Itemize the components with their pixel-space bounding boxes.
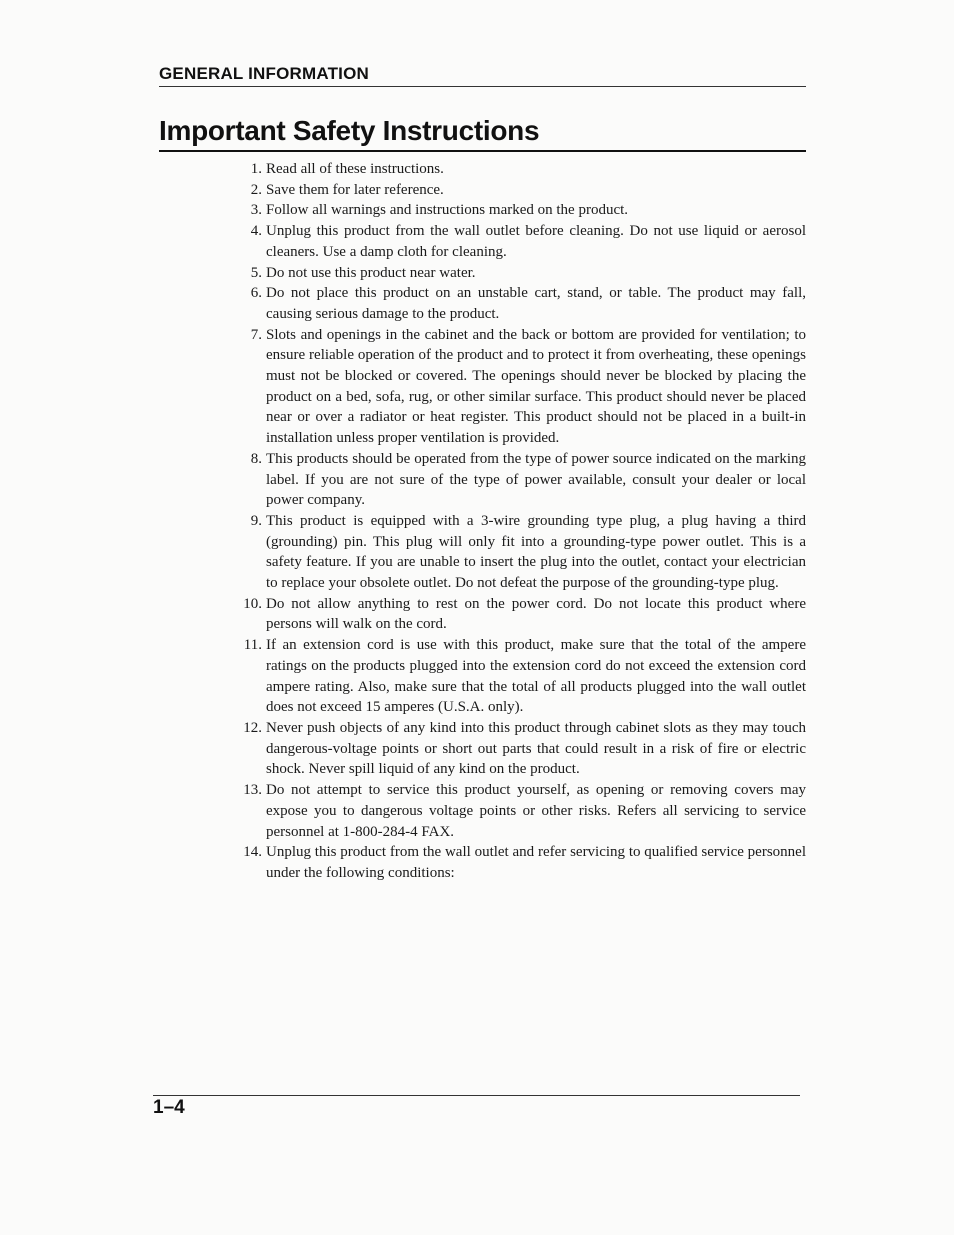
- item-text: Unplug this product from the wall outlet and refer servicing to qualified service personnel under the following conditions:: [266, 844, 806, 881]
- item-text: Do not place this product on an unstable cart, stand, or table. The product may fall, causing serious damage to the product.: [266, 285, 806, 322]
- item-number: 5.: [250, 264, 262, 281]
- item-number: 7.: [250, 326, 262, 343]
- item-text: Do not allow anything to rest on the power cord. Do not locate this product where persons will walk on the cord.: [266, 595, 806, 633]
- item-text: Do not attempt to service this product yourself, as opening or removing covers may expose you to dangerous voltage points or other risks. Refers all servicing to service personnel at 1-800-284-4 FAX.: [266, 782, 806, 840]
- footer-divider: [153, 1095, 800, 1096]
- item-text: Unplug this product from the wall outlet before cleaning. Do not use liquid or aerosol cleaners. Use a damp cloth for cleaning.: [266, 223, 806, 260]
- item-number: 13.: [243, 782, 262, 799]
- list-item: [236, 200, 806, 221]
- item-number: 9.: [250, 512, 262, 529]
- item-text: This products should be operated from the type of power source indicated on the marking label. If you are not sure of the type of power available, consult your dealer or local power company.: [266, 450, 806, 509]
- item-text: Follow all warnings and instructions marked on the product.: [266, 202, 629, 219]
- list-item: [236, 263, 806, 284]
- item-number: 6.: [250, 285, 262, 302]
- item-number: 1.: [250, 161, 262, 177]
- item-number: 10.: [243, 595, 262, 612]
- item-text: Never push objects of any kind into this product through cabinet slots as they may touch dangerous-voltage points or short out parts that could result in a risk of fire or electric shock. Never spill liquid of any kind on the product.: [266, 719, 806, 778]
- list-item: [236, 511, 806, 594]
- list-item: [236, 221, 806, 262]
- item-text: Do not use this product near water.: [266, 264, 476, 281]
- item-number: 4.: [250, 223, 262, 240]
- item-text: Read all of these instructions.: [266, 161, 444, 177]
- item-text: Save them for later reference.: [266, 181, 444, 198]
- list-item: [236, 283, 806, 324]
- item-number: 2.: [250, 181, 262, 198]
- item-number: 11.: [243, 637, 262, 654]
- page-number: 1–4: [153, 1097, 185, 1118]
- item-text: If an extension cord is use with this product, make sure that the total of the ampere ratings on the products plugged into the extension cord do not exceed the extension cord ampere rating. Also, make sure that the total of all products plugged into the wall outlet does not exceed 15 amperes (U.S.A. only).: [266, 637, 806, 716]
- item-text: Slots and openings in the cabinet and the back or bottom are provided for ventilation; to ensure reliable operation of the product and to protect it from overheating, these openings must not be blocked or covered. The openings should never be blocked by placing the product on a bed, sofa, rug, or other similar surface. This product should never be placed near or over a radiator or heat register. This product should not be placed in a built-in installation unless proper ventilation is provided.: [266, 326, 806, 447]
- page-title: Important Safety Instructions: [159, 112, 806, 152]
- section-header: GENERAL INFORMATION: [159, 64, 806, 87]
- item-text: This product is equipped with a 3-wire grounding type plug, a plug having a third (grounding) pin. This plug will only fit into a grounding-type power outlet. This is a safety feature. If you are unable to insert the plug into the outlet, contact your electrician to replace your obsolete outlet. Do not defeat the purpose of the grounding-type plug.: [266, 512, 806, 592]
- list-item: [236, 180, 806, 201]
- list-item: [236, 159, 806, 180]
- list-item: [236, 325, 806, 449]
- list-item: [236, 594, 806, 635]
- item-number: 14.: [243, 844, 262, 861]
- item-number: 3.: [250, 202, 262, 219]
- list-item: [236, 449, 806, 511]
- item-number: 8.: [250, 450, 262, 467]
- list-item: [236, 635, 806, 718]
- item-number: 12.: [243, 719, 262, 736]
- instruction-list: [236, 159, 806, 884]
- list-item: [236, 842, 806, 883]
- list-item: [236, 780, 806, 842]
- list-item: [236, 718, 806, 780]
